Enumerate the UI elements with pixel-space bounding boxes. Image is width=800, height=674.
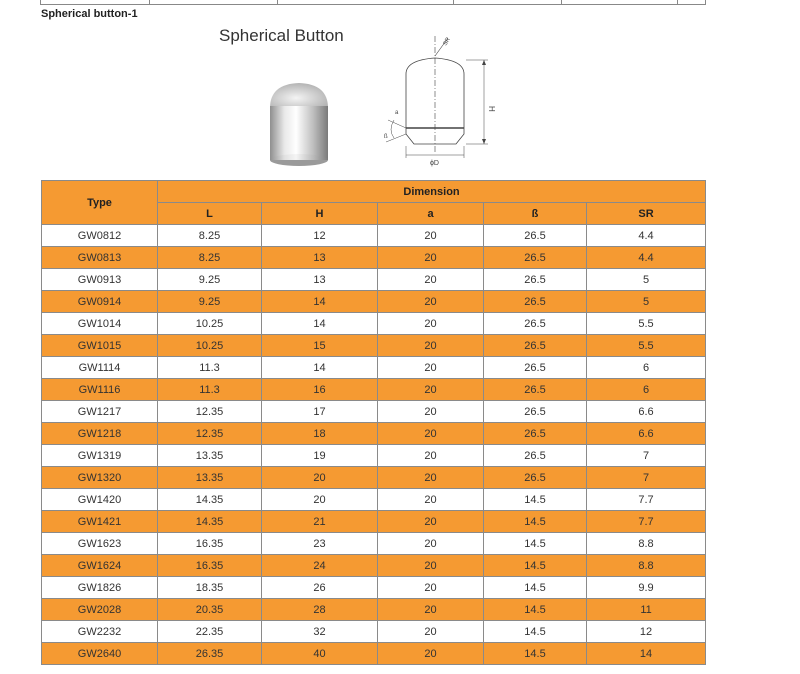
cell-a: 20 [378,401,484,423]
cell-l: 18.35 [158,577,262,599]
table-row [42,225,706,247]
cell-l: 14.35 [158,511,262,533]
angle-b-label: ß [384,134,388,140]
table-row [42,467,706,489]
height-label: H [487,106,496,112]
page-title: Spherical button-1 [41,8,138,20]
table-row [42,379,706,401]
cell-type: GW0914 [42,291,158,313]
table-row [42,511,706,533]
cell-type: GW0812 [42,225,158,247]
column-header-l: L [158,203,262,225]
cell-a: 20 [378,379,484,401]
cell-h: 18 [262,423,378,445]
cell-a: 20 [378,247,484,269]
cell-b: 14.5 [484,555,587,577]
cell-sr: 11 [587,599,706,621]
cell-a: 20 [378,335,484,357]
cell-l: 13.35 [158,467,262,489]
column-header-sr: SR [587,203,706,225]
cell-type: GW2028 [42,599,158,621]
cell-b: 26.5 [484,467,587,489]
cell-type: GW1116 [42,379,158,401]
cell-b: 26.5 [484,247,587,269]
cell-b: 26.5 [484,313,587,335]
cell-b: 26.5 [484,423,587,445]
cell-h: 21 [262,511,378,533]
cell-sr: 8.8 [587,555,706,577]
cell-a: 20 [378,445,484,467]
cell-b: 26.5 [484,225,587,247]
cell-b: 14.5 [484,533,587,555]
cell-a: 20 [378,291,484,313]
table-row [42,533,706,555]
cell-l: 8.25 [158,225,262,247]
cell-a: 20 [378,357,484,379]
table-row [42,291,706,313]
cell-l: 22.35 [158,621,262,643]
cell-l: 11.3 [158,379,262,401]
cell-l: 14.35 [158,489,262,511]
cell-type: GW2640 [42,643,158,665]
column-header-a: a [378,203,484,225]
cell-type: GW1623 [42,533,158,555]
cell-l: 12.35 [158,401,262,423]
cell-sr: 14 [587,643,706,665]
column-header-h: H [262,203,378,225]
technical-drawing [380,34,500,174]
cell-h: 23 [262,533,378,555]
cell-a: 20 [378,577,484,599]
table-row [42,313,706,335]
cell-type: GW1218 [42,423,158,445]
cell-a: 20 [378,555,484,577]
cell-a: 20 [378,467,484,489]
cell-b: 26.5 [484,379,587,401]
cell-a: 20 [378,599,484,621]
cell-h: 28 [262,599,378,621]
cell-b: 26.5 [484,291,587,313]
product-title: Spherical Button [219,26,344,45]
cell-type: GW1320 [42,467,158,489]
cell-l: 11.3 [158,357,262,379]
cell-type: GW1826 [42,577,158,599]
cell-b: 14.5 [484,511,587,533]
cell-type: GW1420 [42,489,158,511]
cell-b: 26.5 [484,269,587,291]
cell-b: 26.5 [484,335,587,357]
cell-type: GW0813 [42,247,158,269]
cell-l: 9.25 [158,269,262,291]
cell-l: 12.35 [158,423,262,445]
cell-sr: 4.4 [587,247,706,269]
table-row [42,401,706,423]
cell-sr: 9.9 [587,577,706,599]
table-row [42,599,706,621]
table-row [42,247,706,269]
cell-type: GW1319 [42,445,158,467]
cell-sr: 7.7 [587,489,706,511]
table-row [42,357,706,379]
cell-h: 15 [262,335,378,357]
cell-sr: 7.7 [587,511,706,533]
cell-l: 20.35 [158,599,262,621]
cell-b: 26.5 [484,401,587,423]
cell-h: 19 [262,445,378,467]
dimension-header: Dimension [158,181,706,203]
table-body [42,225,706,665]
column-header-b: ß [484,203,587,225]
cell-h: 32 [262,621,378,643]
cell-sr: 12 [587,621,706,643]
cell-sr: 7 [587,467,706,489]
table-row [42,577,706,599]
cell-b: 14.5 [484,621,587,643]
cell-a: 20 [378,423,484,445]
cell-type: GW0913 [42,269,158,291]
cell-type: GW1217 [42,401,158,423]
cell-h: 20 [262,467,378,489]
cell-sr: 6.6 [587,401,706,423]
cell-h: 14 [262,357,378,379]
top-border-bar [40,0,706,5]
cell-h: 13 [262,269,378,291]
cell-a: 20 [378,313,484,335]
angle-a-label: a [395,110,399,116]
table-row [42,621,706,643]
cell-sr: 6 [587,357,706,379]
cell-type: GW1624 [42,555,158,577]
table-row [42,445,706,467]
cell-sr: 7 [587,445,706,467]
cell-b: 14.5 [484,577,587,599]
cell-sr: 4.4 [587,225,706,247]
cell-b: 14.5 [484,643,587,665]
diameter-label: ϕD [430,160,439,167]
cell-h: 40 [262,643,378,665]
spherical-button-image [262,78,336,170]
cell-h: 17 [262,401,378,423]
cell-b: 26.5 [484,445,587,467]
cell-a: 20 [378,643,484,665]
cell-sr: 5 [587,269,706,291]
table-row [42,489,706,511]
cell-a: 20 [378,225,484,247]
cell-type: GW1014 [42,313,158,335]
cell-a: 20 [378,621,484,643]
cell-h: 16 [262,379,378,401]
cell-type: GW2232 [42,621,158,643]
cell-sr: 5.5 [587,335,706,357]
cell-type: GW1114 [42,357,158,379]
table-row [42,423,706,445]
type-header: Type [42,181,158,225]
radius-label: SR [442,36,452,47]
cell-h: 13 [262,247,378,269]
cell-sr: 6.6 [587,423,706,445]
table-row [42,643,706,665]
cell-l: 8.25 [158,247,262,269]
cell-b: 14.5 [484,599,587,621]
cell-l: 16.35 [158,533,262,555]
cell-l: 10.25 [158,313,262,335]
cell-a: 20 [378,489,484,511]
cell-sr: 5.5 [587,313,706,335]
cell-l: 26.35 [158,643,262,665]
cell-l: 9.25 [158,291,262,313]
cell-l: 13.35 [158,445,262,467]
cell-b: 26.5 [484,357,587,379]
cell-a: 20 [378,533,484,555]
cell-sr: 6 [587,379,706,401]
cell-type: GW1015 [42,335,158,357]
table-row [42,555,706,577]
cell-type: GW1421 [42,511,158,533]
cell-a: 20 [378,511,484,533]
cell-l: 16.35 [158,555,262,577]
cell-b: 14.5 [484,489,587,511]
cell-h: 14 [262,291,378,313]
cell-h: 14 [262,313,378,335]
cell-h: 26 [262,577,378,599]
table-row [42,269,706,291]
cell-h: 20 [262,489,378,511]
cell-l: 10.25 [158,335,262,357]
cell-h: 24 [262,555,378,577]
dimension-table [41,180,706,665]
table-row [42,335,706,357]
cell-h: 12 [262,225,378,247]
cell-sr: 5 [587,291,706,313]
cell-sr: 8.8 [587,533,706,555]
cell-a: 20 [378,269,484,291]
